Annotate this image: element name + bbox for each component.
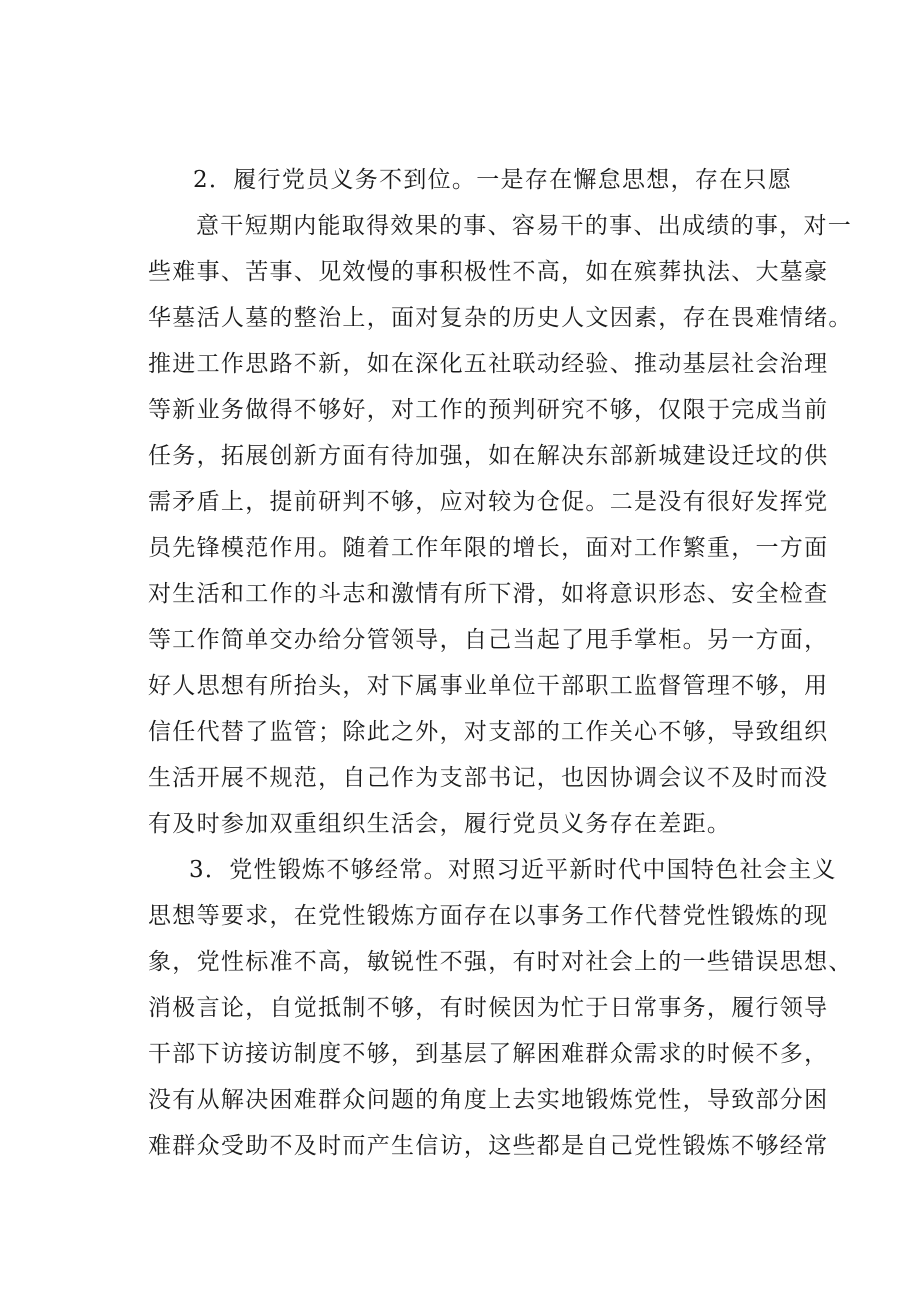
paragraph-2-line: 意干短期内能取得效果的事、容易干的事、出成绩的事，对一: [196, 213, 853, 239]
paragraph-2-line: 等工作简单交办给分管领导，自己当起了甩手掌柜。另一方面，: [148, 627, 829, 653]
paragraph-2-line: 员先锋模范作用。随着工作年限的增长，面对工作繁重，一方面: [148, 535, 829, 561]
paragraph-2-line: 需矛盾上，提前研判不够，应对较为仓促。二是没有很好发挥党: [148, 489, 829, 515]
paragraph-2-line: 2．履行党员义务不到位。一是存在懈怠思想，存在只愿: [193, 167, 793, 193]
paragraph-2-line: 推进工作思路不新，如在深化五社联动经验、推动基层社会治理: [148, 351, 829, 377]
paragraph-2-line: 等新业务做得不够好，对工作的预判研究不够，仅限于完成当前: [148, 397, 829, 423]
paragraph-2-line: 些难事、苦事、见效慢的事积极性不高，如在殡葬执法、大墓豪: [148, 259, 829, 285]
paragraph-2-line: 对生活和工作的斗志和激情有所下滑，如将意识形态、安全检查: [148, 581, 829, 607]
paragraph-3-line: 没有从解决困难群众问题的角度上去实地锻炼党性，导致部分困: [148, 1087, 829, 1113]
paragraph-2-line: 信任代替了监管；除此之外，对支部的工作关心不够，导致组织: [148, 719, 829, 745]
paragraph-3-line: 难群众受助不及时而产生信访，这些都是自己党性锻炼不够经常: [148, 1133, 829, 1159]
paragraph-3-line: 3．党性锻炼不够经常。对照习近平新时代中国特色社会主义: [189, 857, 837, 883]
paragraph-2-line: 华墓活人墓的整治上，面对复杂的历史人文因素，存在畏难情绪。: [148, 305, 853, 331]
paragraph-3-line: 思想等要求，在党性锻炼方面存在以事务工作代替党性锻炼的现: [148, 903, 829, 929]
paragraph-3-line: 象，党性标准不高，敏锐性不强，有时对社会上的一些错误思想、: [148, 949, 853, 975]
paragraph-3-line: 干部下访接访制度不够，到基层了解困难群众需求的时候不多，: [148, 1041, 829, 1067]
paragraph-3-line: 消极言论，自觉抵制不够，有时候因为忙于日常事务，履行领导: [148, 995, 829, 1021]
paragraph-2-line: 生活开展不规范，自己作为支部书记，也因协调会议不及时而没: [148, 765, 829, 791]
paragraph-2-line: 任务，拓展创新方面有待加强，如在解决东部新城建设迁坟的供: [148, 443, 829, 469]
paragraph-2-line: 好人思想有所抬头，对下属事业单位干部职工监督管理不够，用: [148, 673, 829, 699]
paragraph-2-line: 有及时参加双重组织生活会，履行党员义务存在差距。: [148, 811, 732, 837]
